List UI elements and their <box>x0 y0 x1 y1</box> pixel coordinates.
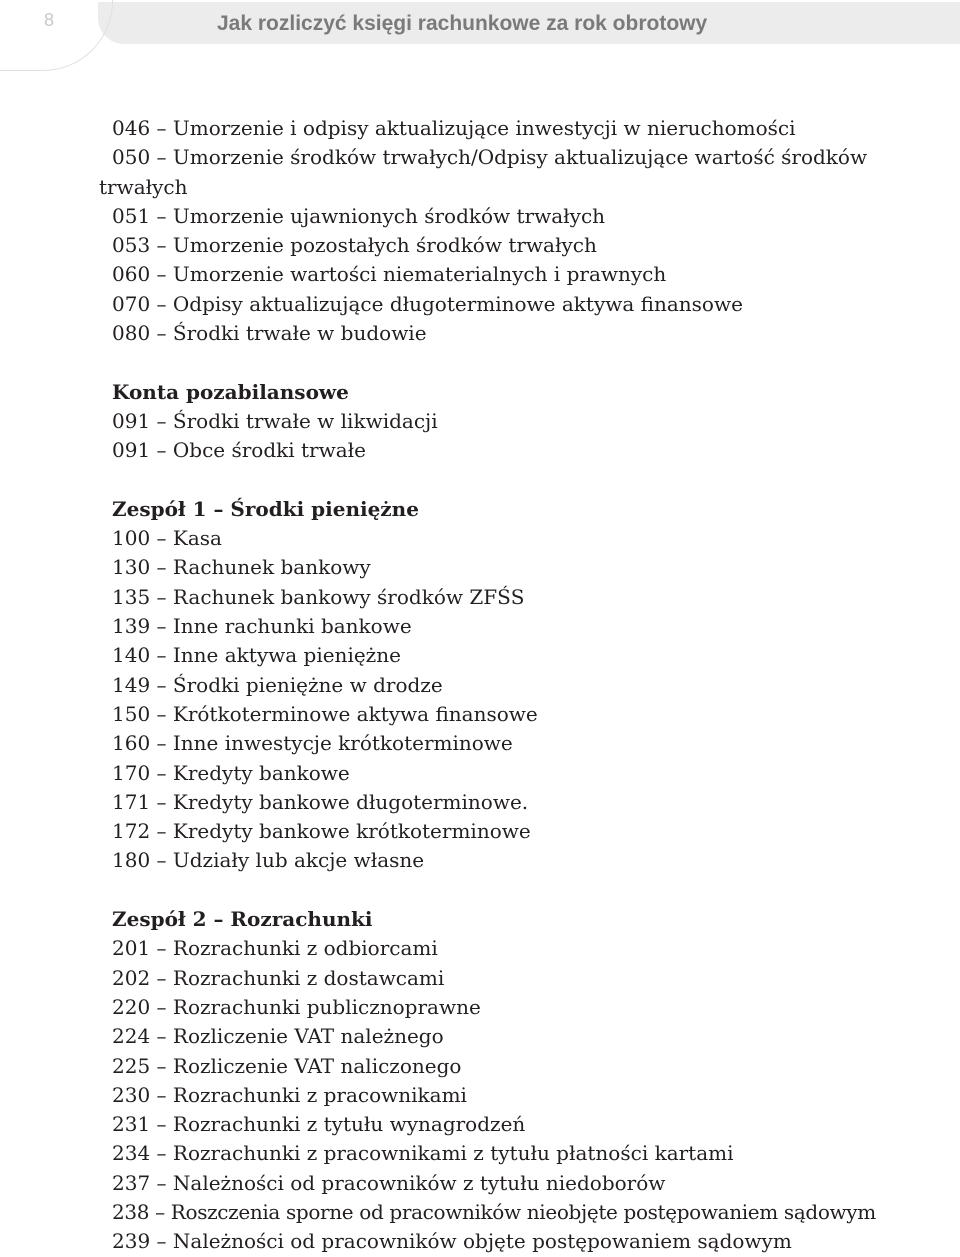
list-item: 135 – Rachunek bankowy środków ZFŚS <box>112 584 525 609</box>
list-item: 051 – Umorzenie ujawnionych środków trwałych <box>112 203 606 228</box>
list-item: 149 – Środki pieniężne w drodze <box>112 672 443 697</box>
off-balance-section <box>112 378 912 466</box>
section-heading: Zespół 1 – Środki pieniężne <box>112 496 419 521</box>
list-item: 220 – Rozrachunki publicznoprawne <box>112 994 481 1019</box>
page-number: 8 <box>44 10 55 30</box>
list-item: 239 – Należności od pracowników objęte postępowaniem sądowym <box>112 1229 792 1254</box>
list-item: 172 – Kredyty bankowe krótkoterminowe <box>112 819 531 844</box>
list-item: 070 – Odpisy aktualizujące długoterminowe aktywa finansowe <box>112 291 743 316</box>
list-item: 231 – Rozrachunki z tytułu wynagrodzeń <box>112 1112 526 1137</box>
list-item: 139 – Inne rachunki bankowe <box>112 614 412 639</box>
list-item: 160 – Inne inwestycje krótkoterminowe <box>112 731 513 756</box>
list-item: 100 – Kasa <box>112 526 222 551</box>
section-heading: Konta pozabilansowe <box>112 379 349 404</box>
group2-section <box>112 905 912 1257</box>
list-item: 080 – Środki trwałe w budowie <box>112 321 427 346</box>
list-item: 171 – Kredyty bankowe długoterminowe. <box>112 789 529 814</box>
list-item: 170 – Kredyty bankowe <box>112 760 350 785</box>
list-item: 202 – Rozrachunki z dostawcami <box>112 965 445 990</box>
list-item: 234 – Rozrachunki z pracownikami z tytułu płatności kartami <box>112 1141 734 1166</box>
list-item: 230 – Rozrachunki z pracownikami <box>112 1082 467 1107</box>
list-item: 150 – Krótkoterminowe aktywa finansowe <box>112 701 538 726</box>
list-item: 201 – Rozrachunki z odbiorcami <box>112 936 438 961</box>
lead-items <box>99 114 912 348</box>
list-item: 130 – Rachunek bankowy <box>112 555 371 580</box>
list-item: 180 – Udziały lub akcje własne <box>112 848 425 873</box>
header-corner-curve <box>0 0 113 71</box>
list-item: 060 – Umorzenie wartości niematerialnych i prawnych <box>112 262 667 287</box>
list-item: 091 – Obce środki trwałe <box>112 438 366 463</box>
list-item: 046 – Umorzenie i odpisy aktualizujące inwestycji w nieruchomości <box>112 116 796 140</box>
list-item: 225 – Rozliczenie VAT naliczonego <box>112 1053 462 1078</box>
account-list <box>99 114 912 1257</box>
list-item: 050 – Umorzenie środków trwałych/Odpisy aktualizujące wartość środków <box>112 145 868 170</box>
list-item: 237 – Należności od pracowników z tytułu niedoborów <box>112 1170 666 1195</box>
list-item: 053 – Umorzenie pozostałych środków trwałych <box>112 233 597 258</box>
list-item-continuation: trwałych <box>99 174 188 199</box>
group1-section <box>112 495 912 876</box>
list-item: 091 – Środki trwałe w likwidacji <box>112 408 438 433</box>
running-title: Jak rozliczyć księgi rachunkowe za rok obrotowy <box>217 12 708 35</box>
list-item: 224 – Rozliczenie VAT należnego <box>112 1024 444 1049</box>
list-item: 238 – Roszczenia sporne od pracowników nieobjęte postępowaniem sądowym <box>112 1199 876 1224</box>
section-heading: Zespół 2 – Rozrachunki <box>112 907 373 932</box>
list-item: 140 – Inne aktywa pieniężne <box>112 643 401 668</box>
